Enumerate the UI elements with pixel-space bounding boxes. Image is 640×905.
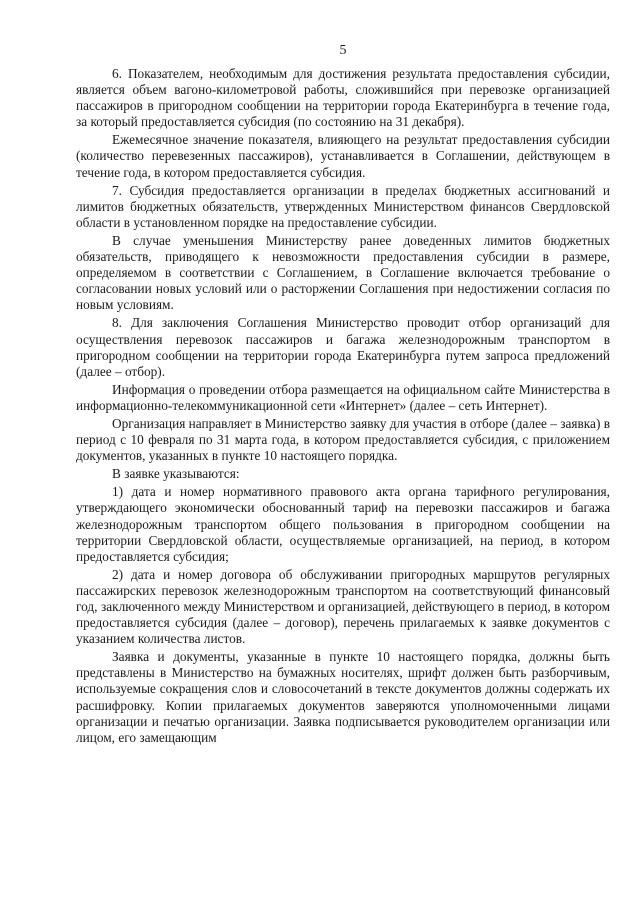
- paragraph-selection-procedure: 8. Для заключения Соглашения Министерство проводит отбор организаций для осуществления перевозок пассажиров и багажа железнодорожным транспортом в пригородном сообщении на территории города Екатеринбурга путем запроса предложений (далее – отбор).: [76, 315, 610, 379]
- paragraph-document-requirements: Заявка и документы, указанные в пункте 10 настоящего порядка, должны быть представлены в Министерство на бумажных носителях, шрифт должен быть разборчивым, используемые сокращения слов и словосочетаний в тексте документов должны содержать их расшифровку. Копии прилагаемых документов заверяются уполномоченными лицами организации и печатью организации. Заявка подписывается руководителем организации или лицом, его замещающим: [76, 649, 610, 745]
- list-item-tariff-act: 1) дата и номер нормативного правового акта органа тарифного регулирования, утверждающего экономически обоснованный тариф на перевозки пассажиров и багажа железнодорожным транспортом общего пользования в пригородном сообщении на территории Свердловской области, осуществляемые организацией, на период, в котором предоставляется субсидия;: [76, 484, 610, 564]
- paragraph-application-contents-heading: В заявке указываются:: [112, 466, 240, 482]
- paragraph-limit-reduction: В случае уменьшения Министерству ранее доведенных лимитов бюджетных обязательств, приводящего к невозможности предоставления субсидии в размере, определяемом в соответствии с Соглашением, в Соглашение включается требование о согласовании новых условий или о расторжении Соглашения при недостижении согласия по новым условиям.: [76, 232, 610, 313]
- document-body: [76, 66, 610, 748]
- list-item-service-contract: 2) дата и номер договора об обслуживании пригородных маршрутов регулярных пассажирских перевозок железнодорожным транспортом на соответствующий финансовый год, заключенного между Министерством и организацией, действующего в период, в котором предоставляется субсидия (далее – договор), перечень прилагаемых к заявке документов с указанием количества листов.: [76, 566, 610, 647]
- paragraph-indicator-definition: 6. Показателем, необходимым для достижения результата предоставления субсидии, является объем вагоно-километровой работы, сложившийся при перевозке организацией пассажиров в пригородном сообщении на территории города Екатеринбурга в течение года, за который предоставляется субсидия (по состоянию на 31 декабря).: [76, 66, 610, 130]
- document-page: [76, 0, 610, 905]
- paragraph-application-submission: Организация направляет в Министерство заявку для участия в отборе (далее – заявка) в период с 10 февраля по 31 марта года, в котором предоставляется субсидия, с приложением документов, указанных в пункте 10 настоящего порядка.: [76, 415, 610, 464]
- paragraph-subsidy-limits: 7. Субсидия предоставляется организации в пределах бюджетных ассигнований и лимитов бюджетных обязательств, утвержденных Министерством финансов Свердловской области в установленном порядке на предоставление субсидии.: [76, 182, 610, 230]
- page-number: 5: [339, 43, 347, 58]
- paragraph-monthly-indicator: Ежемесячное значение показателя, влияющего на результат предоставления субсидии (количество перевезенных пассажиров), устанавливается в Соглашении, действующем в течение года, в котором предоставляется субсидия.: [76, 132, 610, 180]
- paragraph-selection-info: Информация о проведении отбора размещается на официальном сайте Министерства в информационно-телекоммуникационной сети «Интернет» (далее – сеть Интернет).: [76, 381, 610, 413]
